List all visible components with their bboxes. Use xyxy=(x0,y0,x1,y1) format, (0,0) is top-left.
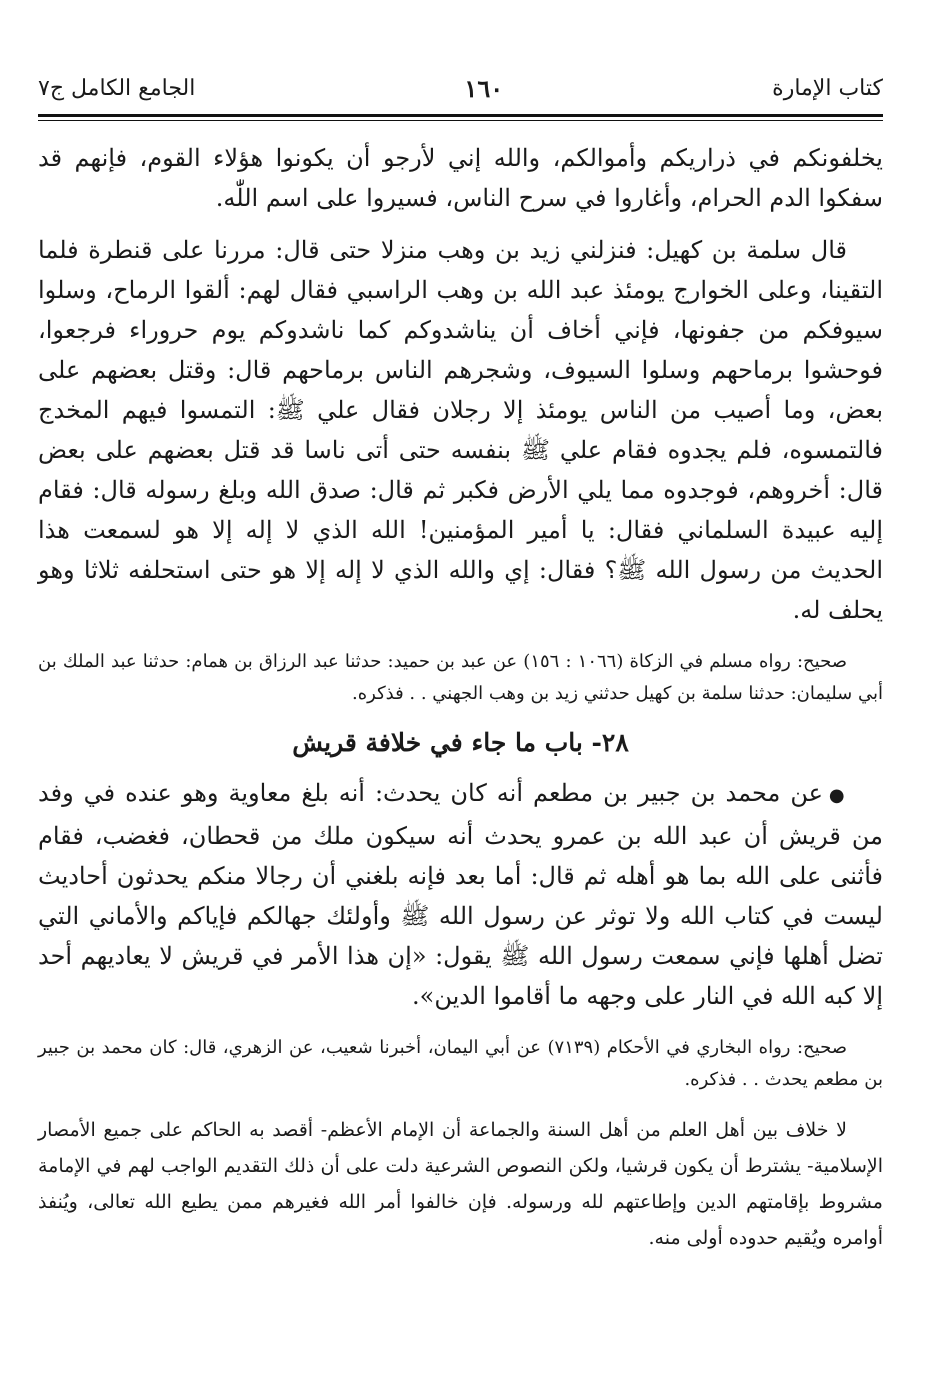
hadith-paragraph xyxy=(38,773,883,1016)
paragraph-continuation: يخلفونكم في ذراريكم وأموالكم، والله إني لأرجو أن يكونوا هؤلاء القوم، فإنهم قد سفكوا الدم الحرام، وأغاروا في سرح الناس، فسيروا على اسم اللّٰه. xyxy=(38,144,883,212)
bullet-icon: ● xyxy=(828,785,847,806)
page-body xyxy=(38,138,883,1256)
book-title: الجامع الكامل ج٧ xyxy=(38,75,196,101)
page-header xyxy=(38,64,883,112)
page-number: ١٦٠ xyxy=(464,73,504,103)
paragraph-narration: قال سلمة بن كهيل: فنزلني زيد بن وهب منزلا حتى قال: مررنا على قنطرة فلما التقينا، وعلى الخوارج يومئذ عبد الله بن وهب الراسبي فقال لهم: ألقوا الرماح، وسلوا سيوفكم من جفونها، فإني أخاف أن يناشدوكم كما ناشدوكم يوم حروراء فرجعوا، فوحشوا برماحهم وسلوا السيوف، وشجرهم الناس برماحهم قال: وقتل بعضهم على بعض، وما أصيب من الناس يومئذ إلا رجلان فقال علي ﷺ: التمسوا فيهم المخدج فالتمسوه، فلم يجدوه فقام علي ﷺ بنفسه حتى أتى ناسا قد قتل بعضهم على بعض قال: أخروهم، فوجدوه مما يلي الأرض فكبر ثم قال: صدق الله وبلغ رسوله قال: فقام إليه عبيدة السلماني فقال: يا أمير المؤمنين! الله الذي لا إله إلا هو لسمعت هذا الحديث من رسول الله ﷺ؟ فقال: إي والله الذي لا إله إلا هو حتى استحلفه ثلاثا وهو يحلف له. xyxy=(38,236,883,624)
commentary-paragraph: لا خلاف بين أهل العلم من أهل السنة والجماعة أن الإمام الأعظم- أقصد به الحاكم على جميع الأمصار الإسلامية- يشترط أن يكون قرشيا، ولكن النصوص الشرعية دلت على أن ذلك التقديم الواجب لهم في الإمامة مشروط بإقامتهم الدين وإطاعتهم لله ورسوله. فإن خالفوا أمر الله فغيرهم ممن يطيع الله تعالى، ويُنفذ أوامره ويُقيم حدوده أولى منه. xyxy=(38,1119,883,1249)
header-rule-thick xyxy=(38,114,883,117)
chapter-title: كتاب الإمارة xyxy=(772,75,883,101)
header-rule-thin xyxy=(38,120,883,121)
hadith-text: عن محمد بن جبير بن مطعم أنه كان يحدث: أنه بلغ معاوية وهو عنده في وفد من قريش أن عبد الله بن عمرو يحدث أنه سيكون ملك من قحطان، فغضب، فقام فأثنى على الله بما هو أهله ثم قال: أما بعد فإنه بلغني أن رجالا منكم يحدثون أحاديث ليست في كتاب الله ولا توثر عن رسول الله ﷺ وأولئك جهالكم فإياكم والأماني التي تضل أهلها فإني سمعت رسول الله ﷺ يقول: «إن هذا الأمر في قريش لا يعاديهم أحد إلا كبه الله في النار على وجهه ما أقاموا الدين». xyxy=(38,779,883,1010)
footnote-takhrij-1: صحيح: رواه مسلم في الزكاة (١٠٦٦ : ١٥٦) عن عبد بن حميد: حدثنا عبد الرزاق بن همام: حدثنا عبد الملك بن أبي سليمان: حدثنا سلمة بن كهيل حدثني زيد بن وهب الجهني . . فذكره. xyxy=(38,651,883,704)
footnote-takhrij-2: صحيح: رواه البخاري في الأحكام (٧١٣٩) عن أبي اليمان، أخبرنا شعيب، عن الزهري، قال: كان محمد بن جبير بن مطعم يحدث . . فذكره. xyxy=(38,1037,883,1090)
section-heading: ٢٨- باب ما جاء في خلافة قريش xyxy=(292,728,629,757)
